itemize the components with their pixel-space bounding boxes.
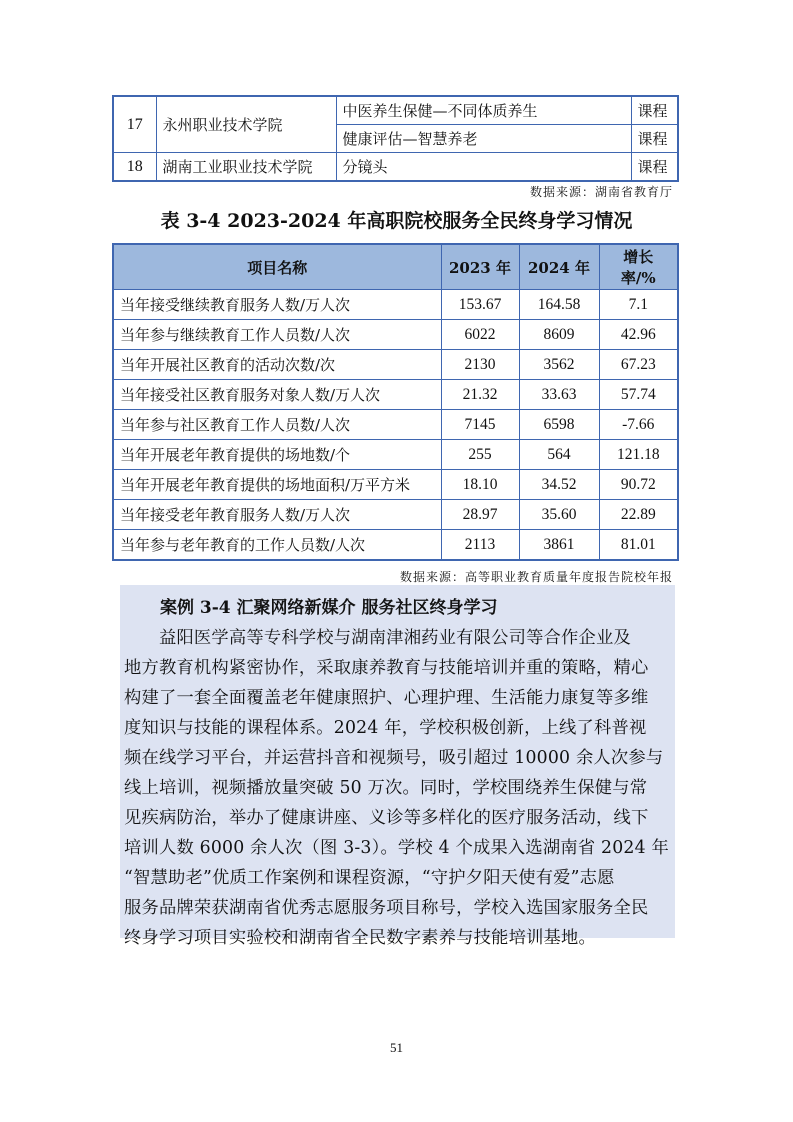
- resource-table: [112, 95, 679, 182]
- case-text-line: “智慧助老”优质工作案例和课程资源，“守护夕阳天使有爱”志愿: [124, 868, 615, 888]
- value-2023: 255: [441, 440, 519, 470]
- value-2024: 564: [519, 440, 599, 470]
- row-number: 17: [113, 96, 156, 153]
- value-2024: 8609: [519, 320, 599, 350]
- value-2024: 34.52: [519, 470, 599, 500]
- school-name: 湖南工业职业技术学院: [156, 153, 336, 182]
- growth-rate: 67.23: [599, 350, 678, 380]
- growth-rate: 42.96: [599, 320, 678, 350]
- header-item: 项目名称: [113, 244, 441, 290]
- value-2024: 3562: [519, 350, 599, 380]
- value-2023: 2113: [441, 530, 519, 561]
- case-text-line: 度知识与技能的课程体系。2024 年，学校积极创新，上线了科普视: [124, 718, 647, 738]
- item-name: 当年开展老年教育提供的场地数/个: [113, 440, 441, 470]
- item-type: 课程: [631, 125, 678, 153]
- value-2023: 21.32: [441, 380, 519, 410]
- item-name: 当年参与社区教育工作人员数/人次: [113, 410, 441, 440]
- case-text-line: 见疾病防治，举办了健康讲座、义诊等多样化的医疗服务活动，线下: [124, 808, 649, 828]
- item-name: 分镜头: [336, 153, 631, 182]
- case-text-line: 服务品牌荣获湖南省优秀志愿服务项目称号，学校入选国家服务全民: [124, 898, 649, 918]
- item-name: 当年接受老年教育服务人数/万人次: [113, 500, 441, 530]
- value-2024: 164.58: [519, 290, 599, 320]
- item-type: 课程: [631, 153, 678, 182]
- case-text-line: 构建了一套全面覆盖老年健康照护、心理护理、生活能力康复等多维: [124, 688, 649, 708]
- value-2024: 33.63: [519, 380, 599, 410]
- growth-rate: 57.74: [599, 380, 678, 410]
- item-name: 当年接受继续教育服务人数/万人次: [113, 290, 441, 320]
- header-growth: 增长率/%: [599, 244, 678, 290]
- item-name: 当年接受社区教育服务对象人数/万人次: [113, 380, 441, 410]
- value-2024: 6598: [519, 410, 599, 440]
- table-row: [113, 410, 678, 440]
- value-2024: 3861: [519, 530, 599, 561]
- header-2024: 2024 年: [519, 244, 599, 290]
- item-name: 当年参与老年教育的工作人员数/人次: [113, 530, 441, 561]
- growth-rate: 121.18: [599, 440, 678, 470]
- table-row: [113, 153, 678, 182]
- table-header-row: [113, 244, 678, 290]
- school-name: 永州职业技术学院: [156, 96, 336, 153]
- case-text-line: 线上培训，视频播放量突破 50 万次。同时，学校围绕养生保健与常: [124, 778, 648, 798]
- case-text-line: 培训人数 6000 余人次（图 3-3）。学校 4 个成果入选湖南省 2024 年: [124, 838, 669, 858]
- case-text-line: 终身学习项目实验校和湖南省全民数字素养与技能培训基地。: [124, 928, 596, 948]
- table-row: [113, 96, 678, 125]
- growth-rate: 22.89: [599, 500, 678, 530]
- item-type: 课程: [631, 96, 678, 125]
- case-title: 案例 3-4 汇聚网络新媒介 服务社区终身学习: [160, 598, 498, 618]
- table-row: [113, 380, 678, 410]
- value-2023: 28.97: [441, 500, 519, 530]
- table-title: 表 3-4 2023-2024 年高职院校服务全民终身学习情况: [160, 210, 633, 232]
- growth-rate: 7.1: [599, 290, 678, 320]
- table-row: [113, 500, 678, 530]
- data-source: 数据来源：高等职业教育质量年度报告院校年报: [399, 570, 673, 584]
- value-2023: 2130: [441, 350, 519, 380]
- value-2023: 153.67: [441, 290, 519, 320]
- item-name: 中医养生保健—不同体质养生: [336, 96, 631, 125]
- table-row: [113, 320, 678, 350]
- item-name: 当年开展社区教育的活动次数/次: [113, 350, 441, 380]
- value-2023: 6022: [441, 320, 519, 350]
- growth-rate: 90.72: [599, 470, 678, 500]
- table-row: [113, 290, 678, 320]
- item-name: 当年参与继续教育工作人员数/人次: [113, 320, 441, 350]
- table-row: [113, 350, 678, 380]
- table-row: [113, 470, 678, 500]
- page-number: 51: [390, 1040, 403, 1055]
- case-text-line: 频在线学习平台，并运营抖音和视频号，吸引超过 10000 余人次参与: [124, 748, 664, 768]
- lifelong-learning-table: [112, 243, 679, 561]
- value-2023: 18.10: [441, 470, 519, 500]
- header-2023: 2023 年: [441, 244, 519, 290]
- table-row: [113, 440, 678, 470]
- table-row: [113, 530, 678, 561]
- case-study-box: [120, 585, 675, 948]
- value-2024: 35.60: [519, 500, 599, 530]
- growth-rate: 81.01: [599, 530, 678, 561]
- row-number: 18: [113, 153, 156, 182]
- case-text-line: 地方教育机构紧密协作，采取康养教育与技能培训并重的策略，精心: [124, 658, 649, 678]
- item-name: 健康评估—智慧养老: [336, 125, 631, 153]
- item-name: 当年开展老年教育提供的场地面积/万平方米: [113, 470, 441, 500]
- data-source: 数据来源：湖南省教育厅: [529, 185, 673, 199]
- growth-rate: -7.66: [599, 410, 678, 440]
- value-2023: 7145: [441, 410, 519, 440]
- case-text-line: 益阳医学高等专科学校与湖南津湘药业有限公司等合作企业及: [124, 628, 631, 648]
